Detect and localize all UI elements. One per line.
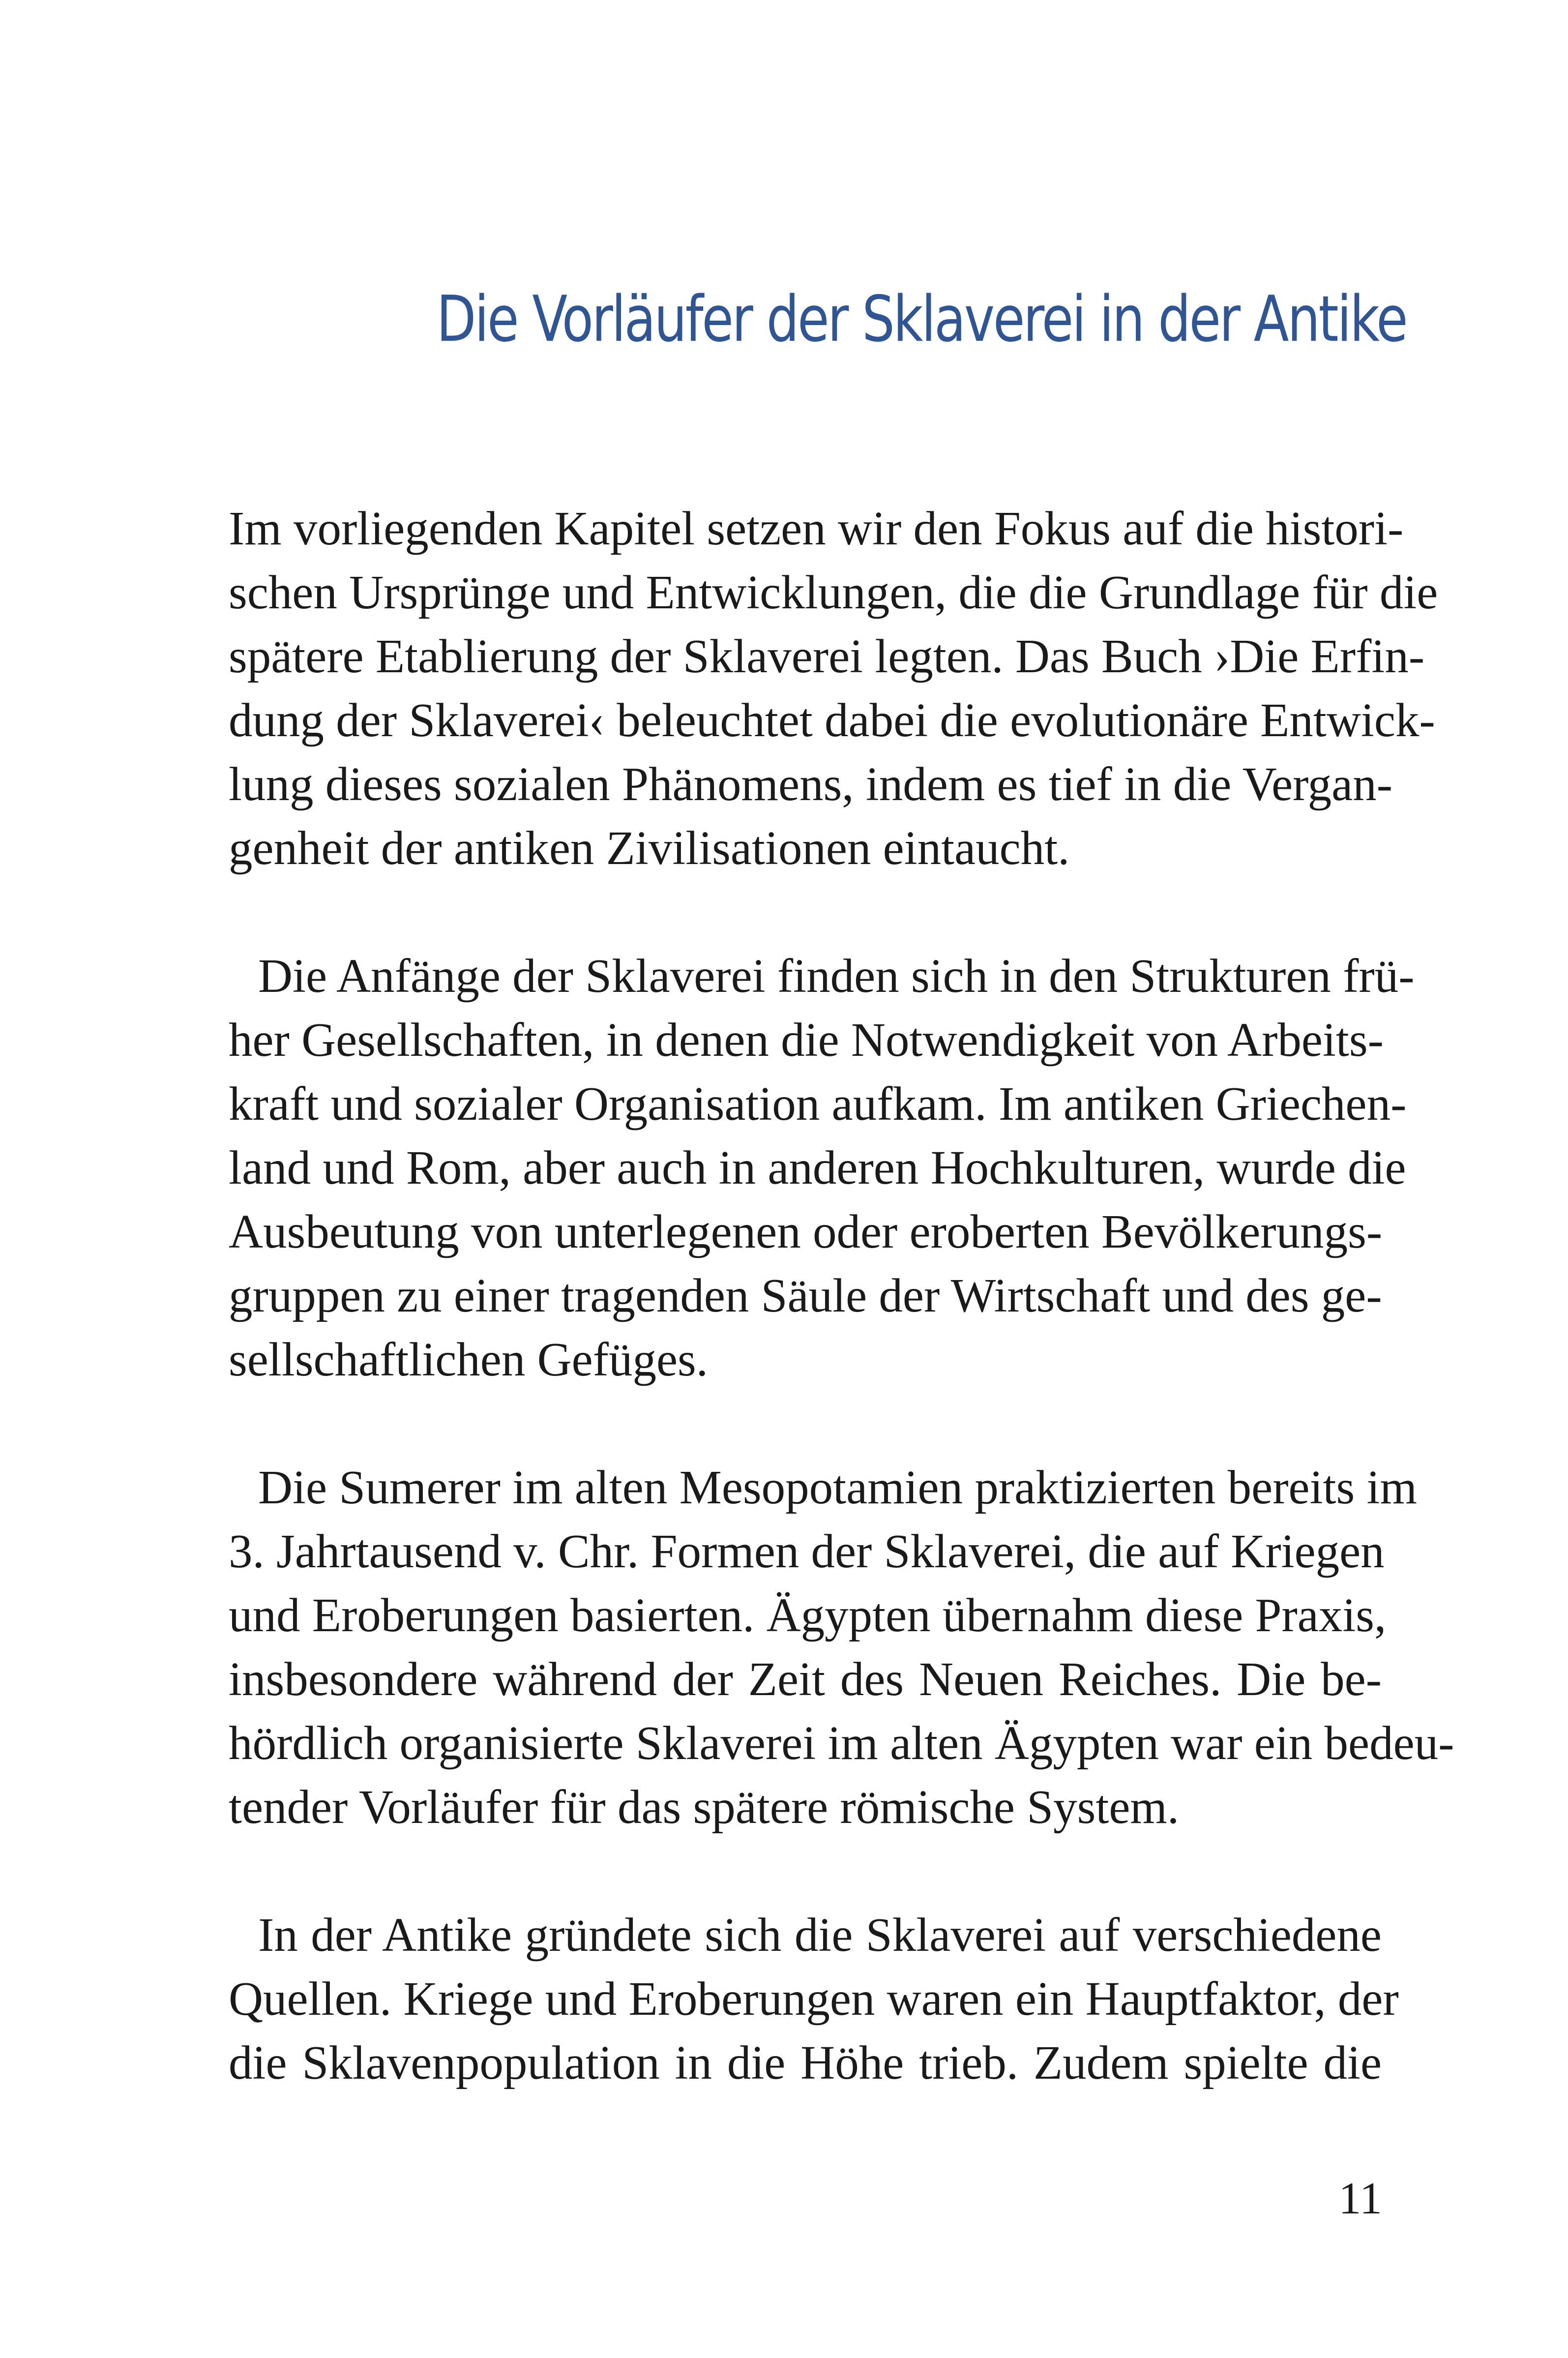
page-number: 11 <box>1338 2173 1382 2223</box>
text-line: Quellen. Kriege und Eroberungen waren ein Hauptfaktor, der <box>229 1972 1399 2025</box>
paragraph-4 <box>229 1903 1399 2095</box>
chapter-title: Die Vorläufer der Sklaverei in der Antike <box>436 283 1407 356</box>
text-line: tender Vorläufer für das spätere römische System. <box>229 1781 1180 1833</box>
paragraph-2 <box>229 944 1415 1392</box>
text-line: Im vorliegenden Kapitel setzen wir den Fokus auf die histori- <box>229 502 1404 555</box>
text-line: hördlich organisierte Sklaverei im alten Ägypten war ein bedeu- <box>229 1717 1454 1769</box>
text-line: schen Ursprünge und Entwicklungen, die die Grundlage für die <box>229 566 1438 619</box>
text-line: Die Anfänge der Sklaverei finden sich in den Strukturen frü- <box>258 950 1415 1002</box>
text-line: land und Rom, aber auch in anderen Hochkulturen, wurde die <box>229 1141 1406 1194</box>
body-text <box>229 497 1454 2159</box>
text-line: kraft und sozialer Organisation aufkam. Im antiken Griechen- <box>229 1077 1407 1130</box>
text-line: genheit der antiken Zivilisationen eintaucht. <box>229 822 1070 874</box>
text-line: Ausbeutung von unterlegenen oder eroberten Bevölkerungs- <box>229 1205 1383 1258</box>
text-line: lung dieses sozialen Phänomens, indem es tief in die Vergan- <box>229 758 1393 810</box>
paragraph-3 <box>229 1456 1454 1839</box>
text-line: und Eroberungen basierten. Ägypten übernahm diese Praxis, <box>229 1589 1387 1642</box>
text-line: In der Antike gründete sich die Sklaverei auf verschiedene <box>258 1909 1382 1961</box>
text-line: gruppen zu einer tragenden Säule der Wirtschaft und des ge- <box>229 1269 1382 1322</box>
text-line: dung der Sklaverei‹ beleuchtet dabei die evolutionäre Entwick- <box>229 694 1435 746</box>
text-line: spätere Etablierung der Sklaverei legten. Das Buch ›Die Erfin- <box>229 630 1425 683</box>
text-line: insbesondere während der Zeit des Neuen Reiches. Die be- <box>229 1653 1382 1705</box>
text-line: sellschaftlichen Gefüges. <box>229 1333 709 1386</box>
paragraph-1 <box>229 497 1438 880</box>
text-line: her Gesellschaften, in denen die Notwendigkeit von Arbeits- <box>229 1014 1384 1066</box>
text-line: Die Sumerer im alten Mesopotamien praktizierten bereits im <box>258 1461 1417 1514</box>
text-line: die Sklavenpopulation in die Höhe trieb. Zudem spielte die <box>229 2036 1382 2089</box>
text-line: 3. Jahrtausend v. Chr. Formen der Sklaverei, die auf Kriegen <box>229 1525 1385 1578</box>
